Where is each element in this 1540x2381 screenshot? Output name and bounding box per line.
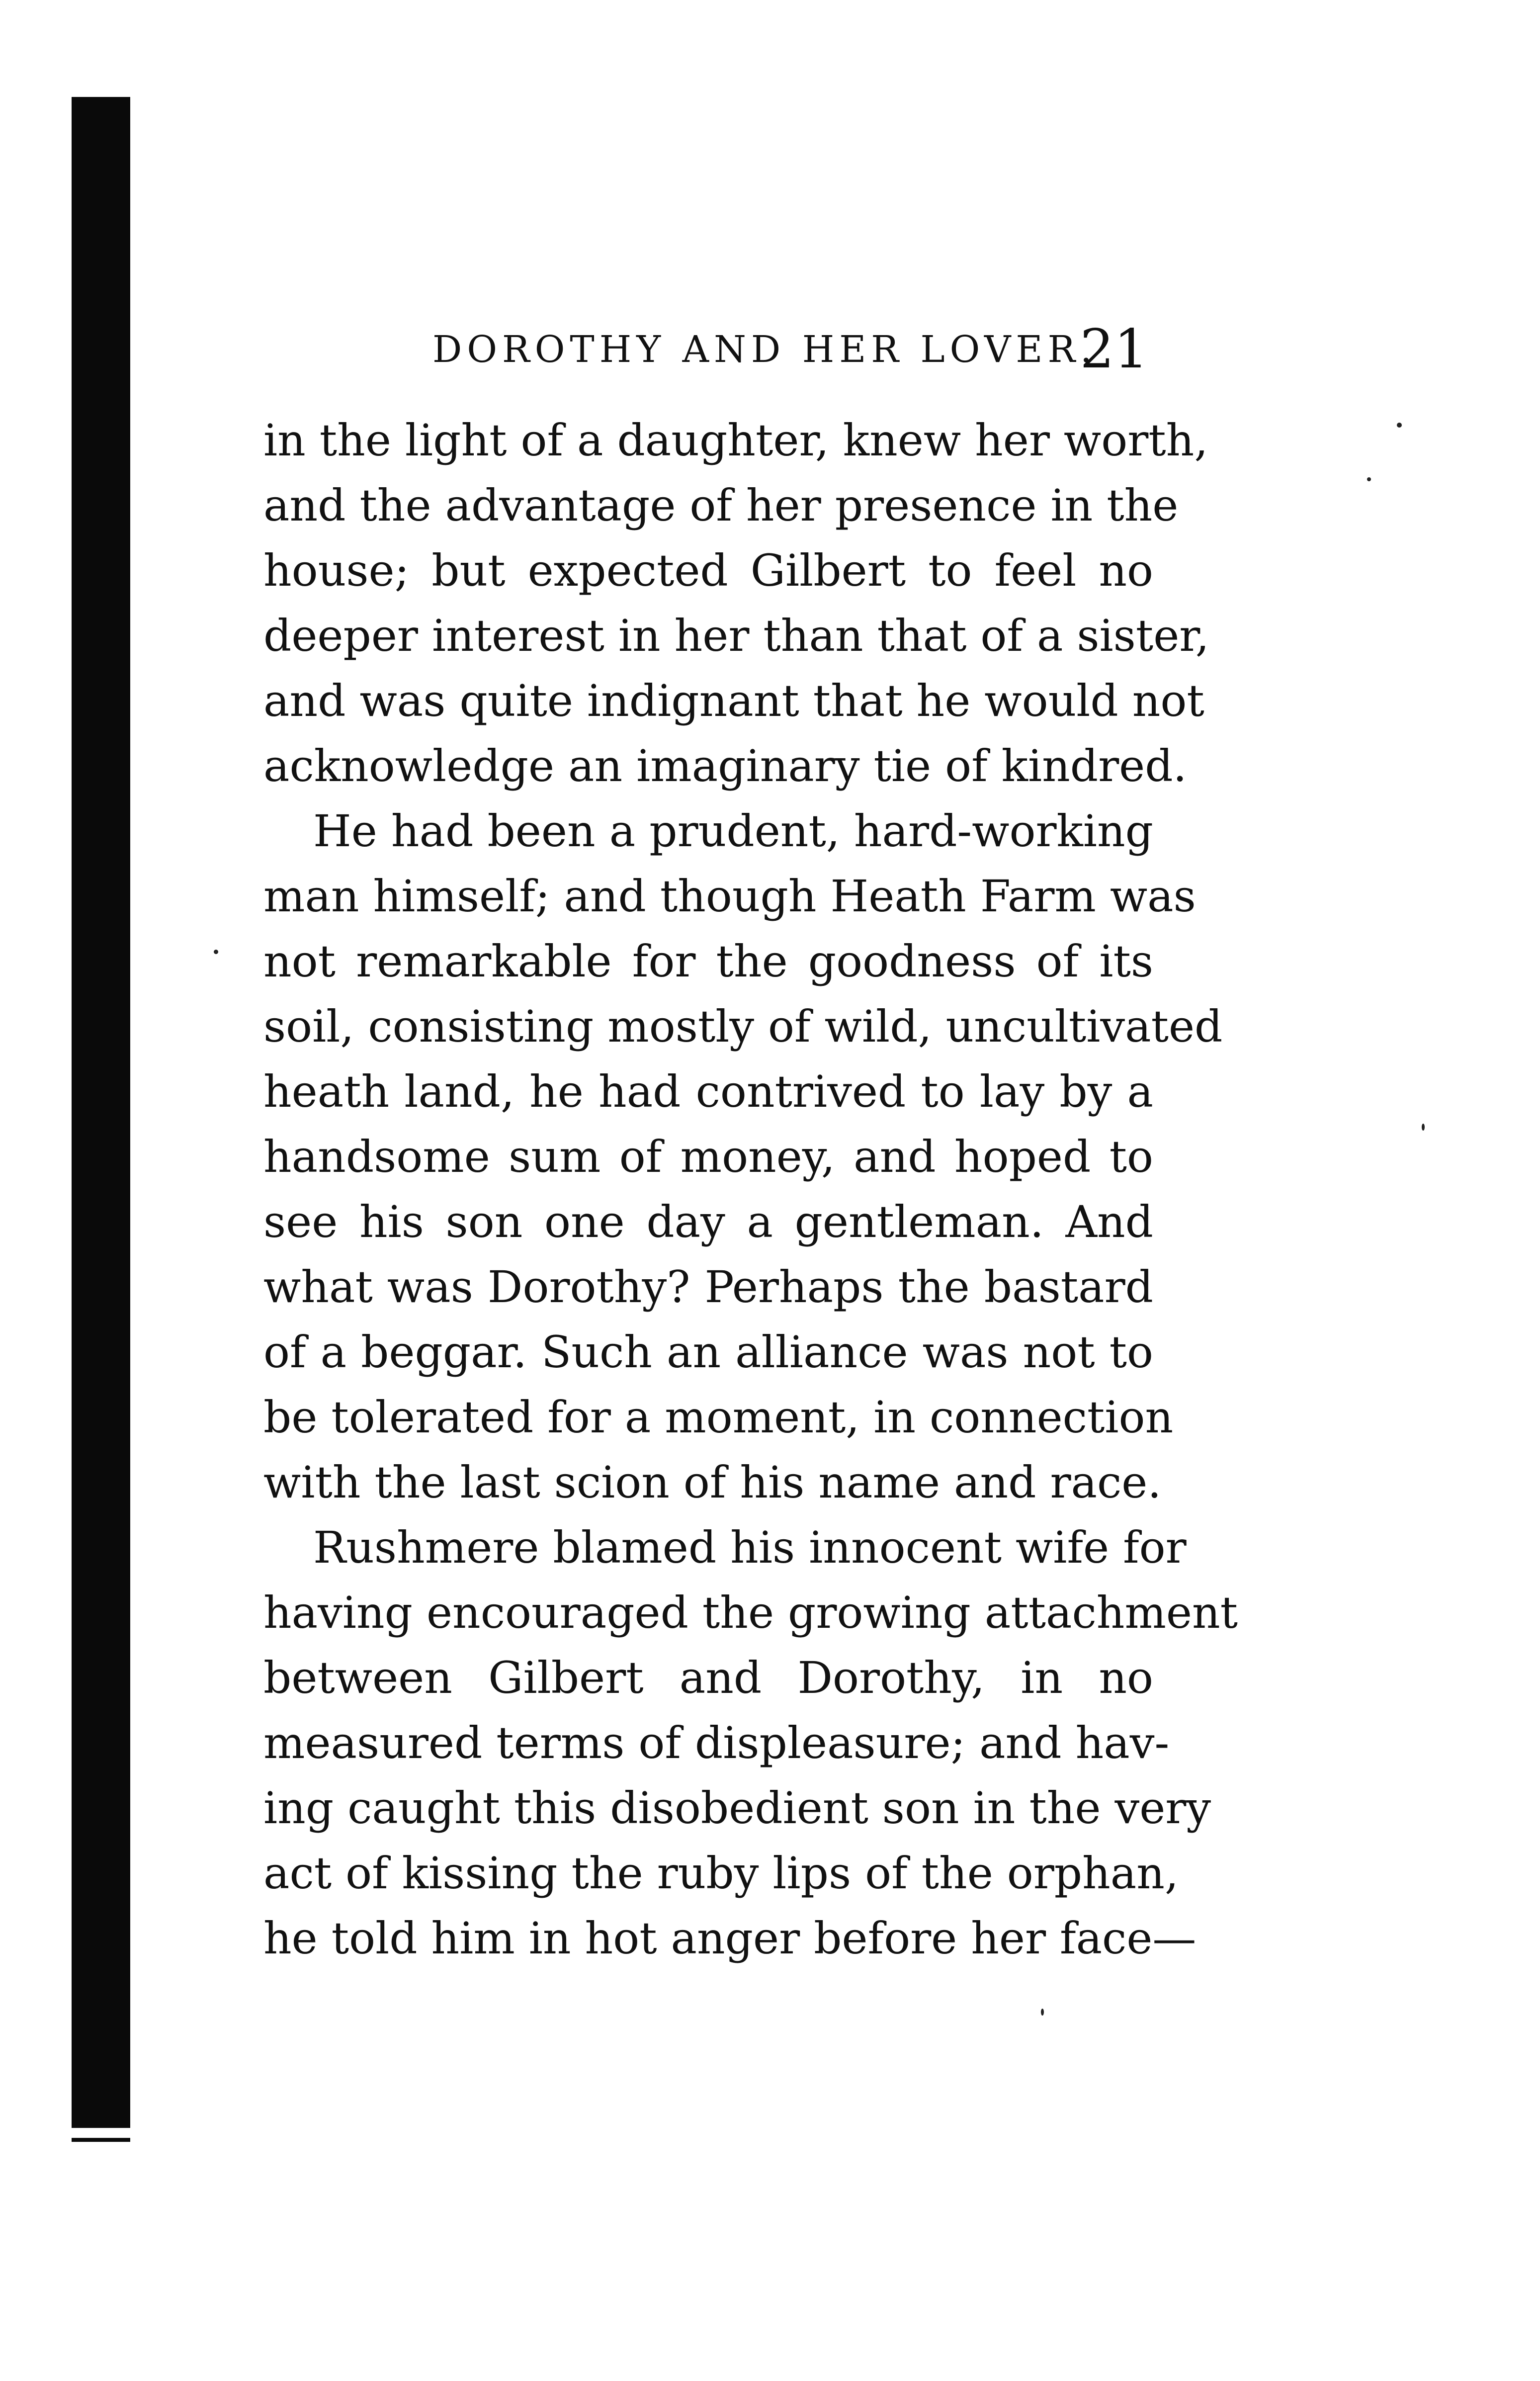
text-line: with the last scion of his name and race. bbox=[263, 1457, 1162, 1508]
text-line: measured terms of displeasure; and hav- bbox=[263, 1717, 1170, 1768]
text-line: ing caught this disobedient son in the very bbox=[263, 1782, 1211, 1834]
text-line: between Gilbert and Dorothy, in no bbox=[263, 1652, 1153, 1703]
text-line: acknowledge an imaginary tie of kindred. bbox=[263, 740, 1187, 792]
binding-rule bbox=[72, 2138, 130, 2142]
text-line: handsome sum of money, and hoped to bbox=[263, 1131, 1153, 1182]
text-line: see his son one day a gentleman. And bbox=[263, 1196, 1153, 1247]
text-line: soil, consisting mostly of wild, uncultivated bbox=[263, 1001, 1223, 1052]
scan-speck bbox=[1397, 423, 1402, 428]
text-line: what was Dorothy? Perhaps the bastard bbox=[263, 1261, 1153, 1313]
text-line: in the light of a daughter, knew her worth, bbox=[263, 415, 1208, 466]
text-line: house; but expected Gilbert to feel no bbox=[263, 545, 1153, 596]
page-number: 21 bbox=[1080, 318, 1148, 380]
page-body bbox=[263, 408, 1238, 1971]
text-line: and was quite indignant that he would not bbox=[263, 675, 1204, 726]
text-line: and the advantage of her presence in the bbox=[263, 480, 1179, 531]
scan-speck bbox=[1367, 477, 1371, 481]
scan-speck bbox=[1041, 2009, 1044, 2016]
text-line: act of kissing the ruby lips of the orphan, bbox=[263, 1848, 1179, 1899]
running-head bbox=[268, 318, 1148, 378]
text-line: deeper interest in her than that of a sister, bbox=[263, 610, 1209, 661]
text-line: He had been a prudent, hard-working bbox=[313, 805, 1153, 857]
text-line: of a beggar. Such an alliance was not to bbox=[263, 1326, 1153, 1378]
text-line: not remarkable for the goodness of its bbox=[263, 936, 1153, 987]
scan-speck bbox=[1422, 1124, 1425, 1131]
binding-edge bbox=[72, 97, 130, 2128]
text-line: having encouraged the growing attachment bbox=[263, 1587, 1238, 1638]
text-line: Rushmere blamed his innocent wife for bbox=[313, 1522, 1187, 1573]
text-line: be tolerated for a moment, in connection bbox=[263, 1392, 1174, 1443]
text-line: he told him in hot anger before her face— bbox=[263, 1913, 1197, 1964]
text-line: man himself; and though Heath Farm was bbox=[263, 871, 1196, 922]
scan-speck bbox=[214, 950, 218, 954]
text-line: heath land, he had contrived to lay by a bbox=[263, 1066, 1153, 1117]
running-title: DOROTHY AND HER LOVER. bbox=[432, 328, 1097, 371]
